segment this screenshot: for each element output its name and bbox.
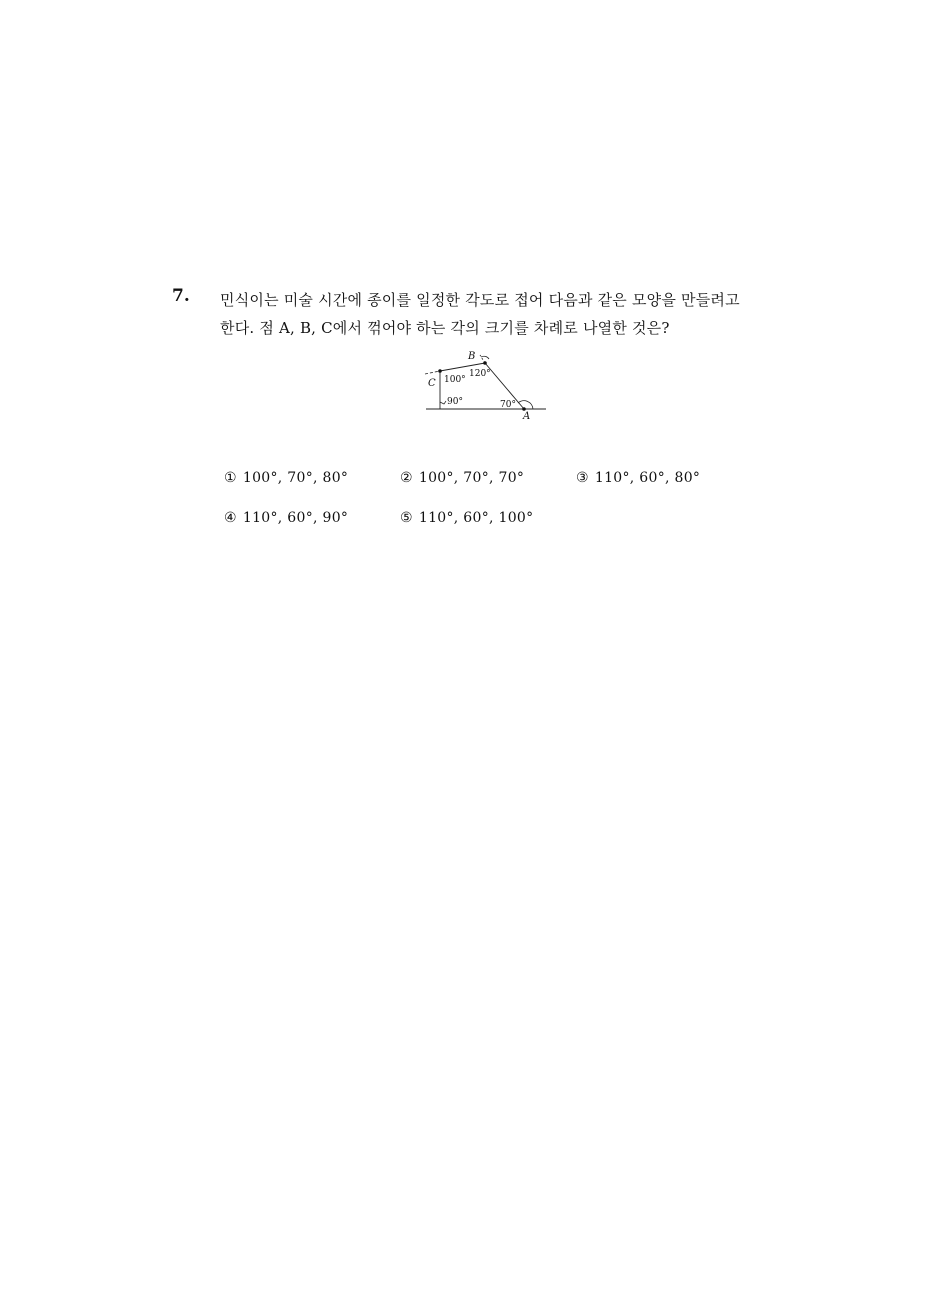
angle-label-c-bottom: 90°	[447, 397, 463, 407]
choice-1-mark: ①	[224, 470, 237, 486]
angle-label-b: 120°	[469, 369, 491, 379]
choice-5[interactable]	[400, 510, 533, 526]
choice-3-text: 110°, 60°, 80°	[594, 470, 701, 486]
choice-1-text: 100°, 70°, 80°	[242, 470, 349, 486]
choice-4-mark: ④	[224, 510, 237, 526]
point-c-dot	[438, 369, 442, 373]
question-text-line-1: 민식이는 미술 시간에 종이를 일정한 각도로 접어 다음과 같은 모양을 만들려고	[220, 291, 740, 309]
choice-4-text: 110°, 60°, 90°	[242, 510, 349, 526]
choice-3[interactable]	[576, 470, 700, 486]
choice-1[interactable]	[224, 470, 348, 486]
point-b-dot	[483, 361, 487, 365]
label-a: A	[523, 411, 531, 422]
label-b: B	[468, 351, 476, 362]
question-text	[220, 286, 765, 342]
choice-4[interactable]	[224, 510, 348, 526]
choice-5-mark: ⑤	[400, 510, 413, 526]
choice-3-mark: ③	[576, 470, 589, 486]
choice-5-text: 110°, 60°, 100°	[418, 510, 534, 526]
angle-label-c-top: 100°	[444, 375, 466, 385]
choice-2-text: 100°, 70°, 70°	[418, 470, 525, 486]
question-text-line-2: 한다. 점 A, B, C에서 꺾어야 하는 각의 크기를 차례로 나열한 것은?	[220, 319, 670, 337]
folded-paper-figure	[420, 348, 550, 426]
choice-2[interactable]	[400, 470, 524, 486]
choice-2-mark: ②	[400, 470, 413, 486]
question-number: 7.	[172, 286, 190, 306]
right-angle-mark	[440, 401, 446, 404]
label-c: C	[428, 378, 436, 389]
angle-label-a: 70°	[500, 400, 516, 410]
dashed-extension-c	[425, 371, 440, 374]
figure-svg	[420, 348, 550, 426]
